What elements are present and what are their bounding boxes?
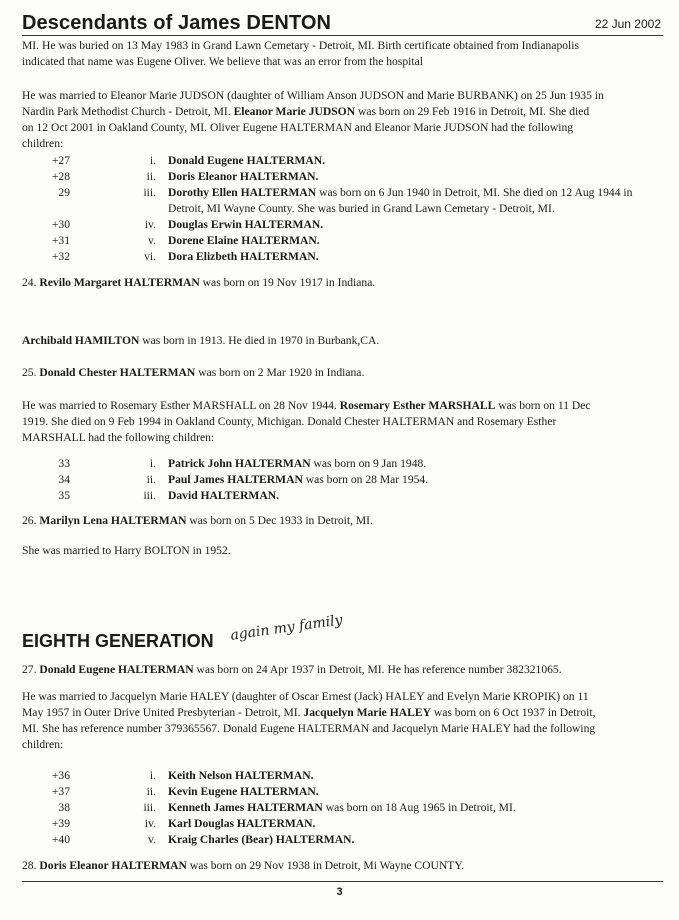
entry-25	[22, 365, 662, 381]
child-number: 33	[58, 457, 70, 470]
child-number: +28	[51, 170, 70, 183]
entry-number: 24.	[22, 276, 37, 289]
entry-26	[22, 513, 662, 529]
entry-27	[22, 662, 662, 678]
text-span: was born on 9 Jan 1948.	[313, 457, 427, 470]
entry-24	[22, 275, 662, 291]
text-line: Detroit, MI Wayne County. She was buried in Grand Lawn Cemetary - Detroit, MI.	[168, 202, 555, 215]
child-roman-numeral: i.	[149, 154, 156, 167]
person-name: Karl Douglas HALTERMAN.	[168, 817, 316, 830]
document-date: 22 Jun 2002	[594, 17, 661, 31]
paragraph-marriage-marshall	[22, 398, 662, 446]
paragraph-burial	[22, 38, 662, 70]
text-line: He was married to Eleanor Marie JUDSON (daughter of William Anson JUDSON and Marie BURBANK) on 25 Jun 1935 in	[22, 89, 604, 102]
person-name: Dorothy Ellen HALTERMAN	[168, 186, 317, 199]
entry-hamilton	[22, 333, 662, 349]
child-roman-numeral: iii.	[143, 801, 156, 814]
text-span: was born on 28 Mar 1954.	[305, 473, 429, 486]
text-line: indicated that name was Eugene Oliver. We believe that was an error from the hospital	[22, 55, 423, 68]
text-line: MI. He was buried on 13 May 1983 in Grand Lawn Cemetary - Detroit, MI. Birth certificate obtained from Indianapolis	[22, 39, 579, 52]
child-text	[168, 153, 679, 169]
person-name: Rosemary Esther MARSHALL	[339, 399, 496, 412]
text-span: was born on 11 Dec	[498, 399, 591, 412]
child-text	[168, 816, 679, 832]
person-name: Donald Chester HALTERMAN	[39, 366, 196, 379]
person-name: Eleanor Marie JUDSON	[233, 105, 356, 118]
child-text	[168, 249, 679, 265]
person-name: Archibald HAMILTON	[22, 334, 140, 347]
person-name: Donald Eugene HALTERMAN	[39, 663, 194, 676]
child-roman-numeral: i.	[149, 769, 156, 782]
document-title: Descendants of James DENTON	[22, 12, 332, 34]
text-line: children:	[22, 738, 64, 751]
person-name: Jacquelyn Marie HALEY	[303, 706, 431, 719]
text-span: He was married to Rosemary Esther MARSHALL on 28 Nov 1944.	[22, 399, 337, 412]
person-name: David HALTERMAN.	[168, 489, 280, 502]
child-roman-numeral: i.	[149, 457, 156, 470]
text-span: was born on 18 Aug 1965 in Detroit, MI.	[325, 801, 516, 814]
child-text	[168, 784, 679, 800]
text-span: Nardin Park Methodist Church - Detroit, MI.	[22, 105, 231, 118]
text-line: children:	[22, 137, 64, 150]
entry-number: 28.	[22, 859, 37, 872]
child-number: +31	[51, 234, 70, 247]
person-name: Douglas Erwin HALTERMAN.	[168, 218, 324, 231]
child-roman-numeral: iv.	[144, 817, 156, 830]
paragraph-marriage-judson	[22, 88, 662, 152]
child-roman-numeral: ii.	[146, 785, 156, 798]
text-line	[22, 705, 662, 721]
person-name: Paul James HALTERMAN	[168, 473, 303, 486]
header-rule	[22, 35, 663, 36]
paragraph-marriage-haley	[22, 689, 662, 753]
child-text	[168, 832, 679, 848]
child-number: 29	[58, 186, 70, 199]
entry-number: 27.	[22, 663, 37, 676]
text-line: MARSHALL had the following children:	[22, 431, 215, 444]
person-name: Donald Eugene HALTERMAN.	[168, 154, 326, 167]
person-name: Dorene Elaine HALTERMAN.	[168, 234, 320, 247]
child-number: +37	[51, 785, 70, 798]
page-number: 3	[336, 886, 343, 898]
child-number: +30	[51, 218, 70, 231]
person-name: Keith Nelson HALTERMAN.	[168, 769, 314, 782]
person-name: Dora Elizbeth HALTERMAN.	[168, 250, 319, 263]
text-line: 1919. She died on 9 Feb 1994 in Oakland County, Michigan. Donald Chester HALTERMAN and Rosemary Esther	[22, 415, 557, 428]
child-roman-numeral: iii.	[143, 489, 156, 502]
person-name: Revilo Margaret HALTERMAN	[39, 276, 200, 289]
child-roman-numeral: v.	[148, 833, 156, 846]
text-span: was born on 6 Jun 1940 in Detroit, MI. She died on 12 Aug 1944 in	[319, 186, 633, 199]
child-text	[168, 185, 679, 217]
child-roman-numeral: ii.	[146, 170, 156, 183]
text-span: was born on 6 Oct 1937 in Detroit,	[433, 706, 596, 719]
text-span: was born on 29 Feb 1916 in Detroit, MI. She died	[357, 105, 590, 118]
text-span: was born on 5 Dec 1933 in Detroit, MI.	[189, 514, 373, 527]
text-line: He was married to Jacquelyn Marie HALEY (daughter of Oscar Ernest (Jack) HALEY and Evelyn Marie KROPIK) on 11	[22, 690, 589, 703]
text-line: MI. She has reference number 379365567. Donald Eugene HALTERMAN and Jacquelyn Marie HALEY had the following	[22, 722, 596, 735]
handwritten-note: again my family	[229, 612, 344, 644]
person-name: Kenneth James HALTERMAN	[168, 801, 323, 814]
child-roman-numeral: v.	[148, 234, 156, 247]
child-number: 38	[58, 801, 70, 814]
entry-number: 25.	[22, 366, 37, 379]
text-span: May 1957 in Outer Drive United Presbyterian - Detroit, MI.	[22, 706, 301, 719]
person-name: Doris Eleanor HALTERMAN.	[168, 170, 319, 183]
text-span: was born on 29 Nov 1938 in Detroit, Mi Wayne COUNTY.	[189, 859, 465, 872]
text-line: on 12 Oct 2001 in Oakland County, MI. Oliver Eugene HALTERMAN and Eleanor Marie JUDSON had the following	[22, 121, 574, 134]
entry-28	[22, 858, 662, 874]
footer-rule	[22, 881, 663, 882]
child-text	[168, 456, 679, 472]
child-roman-numeral: ii.	[146, 473, 156, 486]
child-number: +36	[51, 769, 70, 782]
person-name: Patrick John HALTERMAN	[168, 457, 311, 470]
text-line	[22, 104, 662, 120]
child-text	[168, 488, 679, 504]
child-number: 35	[58, 489, 70, 502]
child-number: +27	[51, 154, 70, 167]
child-text	[168, 768, 679, 784]
text-line	[22, 398, 662, 414]
child-number: +40	[51, 833, 70, 846]
child-text	[168, 800, 679, 816]
child-number: 34	[58, 473, 70, 486]
child-text	[168, 472, 679, 488]
paragraph-marriage-bolton: She was married to Harry BOLTON in 1952.	[22, 544, 231, 557]
child-number: +39	[51, 817, 70, 830]
person-name: Doris Eleanor HALTERMAN	[39, 859, 187, 872]
child-text	[168, 217, 679, 233]
child-text	[168, 169, 679, 185]
text-span: was born in 1913. He died in 1970 in Burbank,CA.	[142, 334, 380, 347]
child-number: +32	[51, 250, 70, 263]
text-span: was born on 24 Apr 1937 in Detroit, MI. He has reference number 382321065.	[196, 663, 562, 676]
child-roman-numeral: vi.	[144, 250, 156, 263]
person-name: Kevin Eugene HALTERMAN.	[168, 785, 319, 798]
child-roman-numeral: iii.	[143, 186, 156, 199]
generation-heading: EIGHTH GENERATION	[22, 631, 214, 651]
person-name: Kraig Charles (Bear) HALTERMAN.	[168, 833, 355, 846]
child-text	[168, 233, 679, 249]
person-name: Marilyn Lena HALTERMAN	[39, 514, 187, 527]
text-span: was born on 19 Nov 1917 in Indiana.	[202, 276, 376, 289]
child-roman-numeral: iv.	[144, 218, 156, 231]
text-span: was born on 2 Mar 1920 in Indiana.	[198, 366, 365, 379]
entry-number: 26.	[22, 514, 37, 527]
